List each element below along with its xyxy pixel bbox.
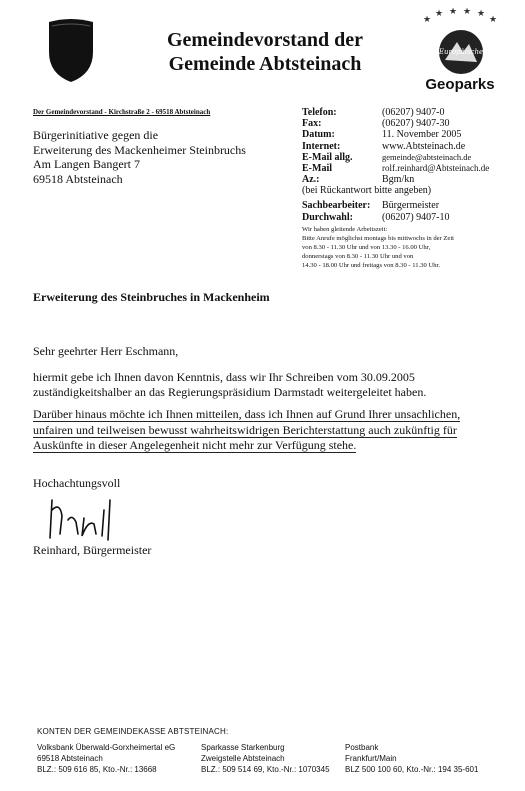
clerk-value: Bürgermeister: [382, 200, 440, 211]
address-line: Bürgerinitiative gegen die: [33, 128, 159, 142]
contact-value: Bgm/kn: [382, 174, 415, 186]
body-paragraph-1: hiermit gebe ich Ihnen davon Kenntnis, dass wir Ihr Schreiben vom 30.09.2005 zuständigkeitshalber an das Regierungspräsidium Darmstadt weitergeleitet haben.: [33, 370, 427, 399]
svg-text:★: ★: [423, 15, 432, 25]
contact-note: (bei Rückantwort bitte angeben): [302, 185, 432, 197]
closing: Hochachtungsvoll: [33, 476, 121, 490]
recipient-address: [33, 128, 246, 186]
svg-text:★: ★: [463, 8, 472, 17]
contact-label: Telefon:: [302, 107, 337, 118]
contact-block: [302, 107, 489, 197]
svg-text:Europäische: Europäische: [438, 48, 484, 56]
body-paragraph-2: Darüber hinaus möchte ich Ihnen mitteilen, dass ich Ihnen auf Grund Ihrer unsachlichen, unfairen und teilweisen bewusst wahrheitswidrigen Berichterstattung auch zukünftig für Auskünfte in dieser Angelegenheit nicht mehr zur Verfügung stehe.: [33, 407, 461, 452]
clerk-block: [302, 200, 450, 223]
bank-account: Postbank Frankfurt/Main BLZ 500 100 60, Kto.-Nr.: 194 35-601: [345, 743, 479, 774]
contact-value: 11. November 2005: [382, 129, 462, 141]
salutation: Sehr geehrter Herr Eschmann,: [33, 344, 179, 358]
coat-of-arms-logo: [46, 18, 96, 84]
contact-label: E-Mail allg.: [302, 151, 353, 163]
sender-line: Der Gemeindevorstand - Kirchstraße 2 - 69518 Abtsteinach: [33, 108, 211, 116]
address-line: 69518 Abtsteinach: [33, 171, 123, 186]
clerk-label: Sachbearbeiter:: [302, 200, 371, 211]
contact-value: rolf.reinhard@Abtsteinach.de: [382, 163, 490, 174]
svg-text:★: ★: [435, 9, 444, 19]
address-line: Am Langen Bangert 7: [33, 157, 140, 171]
bank-account: Sparkasse Starkenburg Zweigstelle Abtsteinach BLZ.: 509 514 69, Kto.-Nr.: 1070345: [201, 743, 330, 774]
contact-value: www.Abtsteinach.de: [382, 140, 466, 152]
address-line: Erweiterung des Mackenheimer Steinbruchs: [33, 142, 246, 157]
office-hours: Wir haben gleitende Arbeitszeit: Bitte Anrufe möglichst montags bis mittwochs in der Zeit von 8.30 - 11.30 Uhr und von 13.30 - 16.00 Uhr, donnerstags von 8.30 - 11.30 Uhr und von 14.30 - 18.00 Uhr und freitags von 8.30 - 11.30 Uhr.: [302, 226, 455, 269]
contact-label: Internet:: [302, 140, 341, 152]
svg-text:★: ★: [489, 15, 498, 25]
clerk-label: Durchwahl:: [302, 211, 353, 223]
handwritten-signature: [38, 490, 138, 545]
svg-text:★: ★: [449, 8, 458, 17]
contact-value: (06207) 9407-30: [382, 118, 450, 130]
contact-label: Datum:: [302, 129, 335, 141]
contact-value: (06207) 9407-0: [382, 107, 445, 118]
contact-label: Az.:: [302, 174, 320, 186]
clerk-value: (06207) 9407-10: [382, 211, 450, 223]
geopark-logo-label: Geoparks: [425, 76, 495, 93]
bank-account: Volksbank Überwald-Gorxheimertal eG 69518 Abtsteinach BLZ.: 509 616 85, Kto.-Nr.: 13668: [37, 743, 176, 774]
svg-text:★: ★: [477, 9, 486, 19]
contact-label: Fax:: [302, 118, 322, 130]
footer-title: KONTEN DER GEMEINDEKASSE ABTSTEINACH:: [37, 727, 229, 736]
municipality-title: Gemeindevorstand der Gemeinde Abtsteinach: [166, 29, 364, 75]
signer-name: Reinhard, Bürgermeister: [33, 543, 152, 557]
letter-subject: Erweiterung des Steinbruches in Mackenheim: [33, 290, 270, 304]
contact-value: gemeinde@abtsteinach.de: [382, 151, 472, 162]
contact-label: E-Mail: [302, 163, 332, 175]
